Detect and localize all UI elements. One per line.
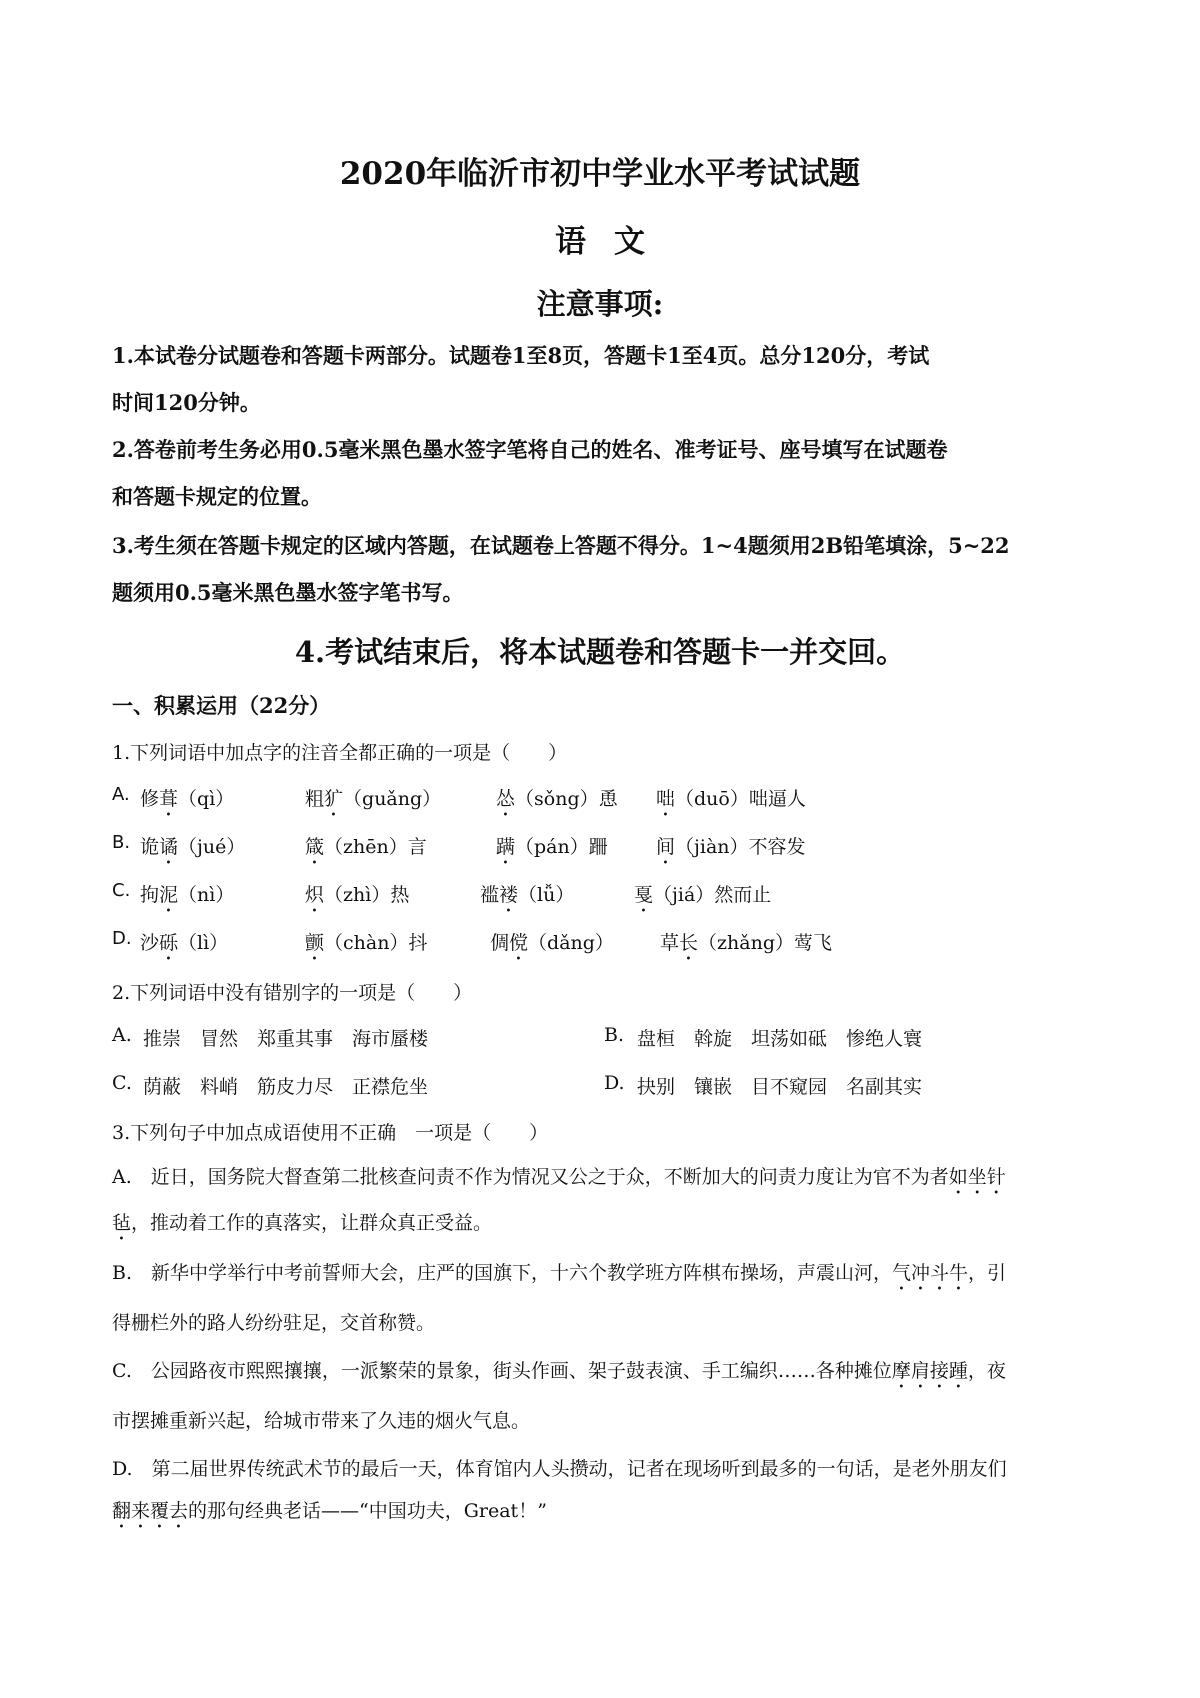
question-1-stem: 1.下列词语中加点字的注音全都正确的一项是（ ） [112,742,568,764]
question-3-option-d: D. 第二届世界传统武术节的最后一天，体育馆内人头攒动，记者在现场听到最多的一句话，是老外朋友们 [112,1458,1007,1480]
option-item: 戛（jiá）然而止 [634,884,772,906]
notice-line-7: 4.考试结束后，将本试题卷和答题卡一并交回。 [294,635,906,669]
option-text: 推崇 冒然 郑重其事 海市蜃楼 [143,1028,429,1050]
dotted-char: 颤 [305,932,325,954]
subject-title: 语文 [555,224,673,260]
dotted-idiom: 翻来覆去 [112,1500,189,1522]
section-heading: 一、积累运用（22分） [112,693,331,718]
notice-line-5: 3.考生须在答题卡规定的区域内答题，在试题卷上答题不得分。1~4题须用2B铅笔填涂，5~22 [112,533,1010,558]
option-text: 盘桓 斡旋 坦荡如砥 惨绝人寰 [637,1028,923,1050]
option-label: B. [112,832,131,853]
option-item: 诡谲（jué） [140,836,246,858]
dotted-char: 谲 [159,836,179,858]
option-label: D. [112,928,132,949]
option-item: 怂（sǒng）恿 [496,788,618,810]
option-label: B. [604,1024,625,1046]
option-item: 粗犷（guǎng） [305,788,442,810]
option-item: 草长（zhǎng）莺飞 [660,932,833,954]
option-item: 倜傥（dǎng） [490,932,614,954]
option-item: 沙砾（lì） [140,932,229,954]
dotted-char: 怂 [496,788,516,810]
dotted-char: 傥 [509,932,529,954]
question-3-option-c: C. 公园路夜市熙熙攘攘，一派繁荣的景象，街头作画、架子鼓表演、手工编织……各种摊位摩肩接踵，夜 [112,1360,1006,1382]
option-label: D. [604,1072,625,1094]
notice-heading: 注意事项: [536,287,664,321]
option-item: 炽（zhì）热 [305,884,410,906]
option-label: A. [112,1024,132,1046]
option-item: 褴褛（lǚ） [480,884,575,906]
notice-line-3: 2.答卷前考生务必用0.5毫米黑色墨水签字笔将自己的姓名、准考证号、座号填写在试题卷 [112,437,948,462]
dotted-idiom: 毡 [112,1212,132,1234]
option-item: 箴（zhēn）言 [305,836,427,858]
dotted-char: 蹒 [496,836,516,858]
dotted-idiom: 气冲斗牛 [892,1262,969,1284]
option-label: C. [112,880,131,901]
question-3-option-b-cont: 得栅栏外的路人纷纷驻足，交首称赞。 [112,1312,436,1334]
dotted-char: 间 [656,836,676,858]
dotted-idiom: 摩肩接踵 [891,1360,968,1382]
dotted-char: 泥 [159,884,179,906]
option-text: 抉别 镶嵌 目不窥园 名副其实 [637,1076,923,1098]
dotted-char: 箴 [305,836,325,858]
option-item: 颤（chàn）抖 [305,932,428,954]
dotted-char: 砾 [159,932,179,954]
question-3-option-c-cont: 市摆摊重新兴起，给城市带来了久违的烟火气息。 [112,1410,531,1432]
dotted-char: 犷 [324,788,344,810]
option-label: A. [112,784,130,805]
option-item: 拘泥（nì） [140,884,235,906]
option-item: 咄（duō）咄逼人 [656,788,806,810]
question-3-stem: 3.下列句子中加点成语使用不正确 一项是（ ） [112,1122,549,1144]
option-item: 间（jiàn）不容发 [656,836,806,858]
exam-title: 2020年临沂市初中学业水平考试试题 [339,156,861,192]
question-2-stem: 2.下列词语中没有错别字的一项是（ ） [112,982,473,1004]
dotted-char: 葺 [159,788,179,810]
dotted-char: 褛 [499,884,519,906]
question-3-option-a-cont: 毡，推动着工作的真落实，让群众真正受益。 [112,1212,493,1234]
option-item: 修葺（qì） [140,788,235,810]
dotted-idiom: 如坐针 [948,1166,1006,1188]
notice-line-4: 和答题卡规定的位置。 [112,484,322,509]
dotted-char: 长 [679,932,699,954]
option-item: 蹒（pán）跚 [496,836,608,858]
option-text: 荫蔽 料峭 筋皮力尽 正襟危坐 [143,1076,429,1098]
notice-line-1: 1.本试卷分试题卷和答题卡两部分。试题卷1至8页，答题卡1至4页。总分120分，考试 [112,343,930,368]
notice-line-2: 时间120分钟。 [112,390,261,415]
question-3-option-a: A. 近日，国务院大督查第二批核查问责不作为情况又公之于众，不断加大的问责力度让为官不为者如坐针 [112,1166,1006,1188]
question-3-option-d-cont: 翻来覆去的那句经典老话——“中国功夫，Great！” [112,1500,547,1522]
question-3-option-b: B. 新华中学举行中考前誓师大会，庄严的国旗下，十六个教学班方阵棋布操场，声震山河，气冲斗牛，引 [112,1262,1007,1284]
notice-line-6: 题须用0.5毫米黑色墨水签字笔书写。 [112,580,464,605]
dotted-char: 炽 [305,884,325,906]
option-label: C. [112,1072,132,1094]
dotted-char: 戛 [634,884,654,906]
dotted-char: 咄 [656,788,676,810]
